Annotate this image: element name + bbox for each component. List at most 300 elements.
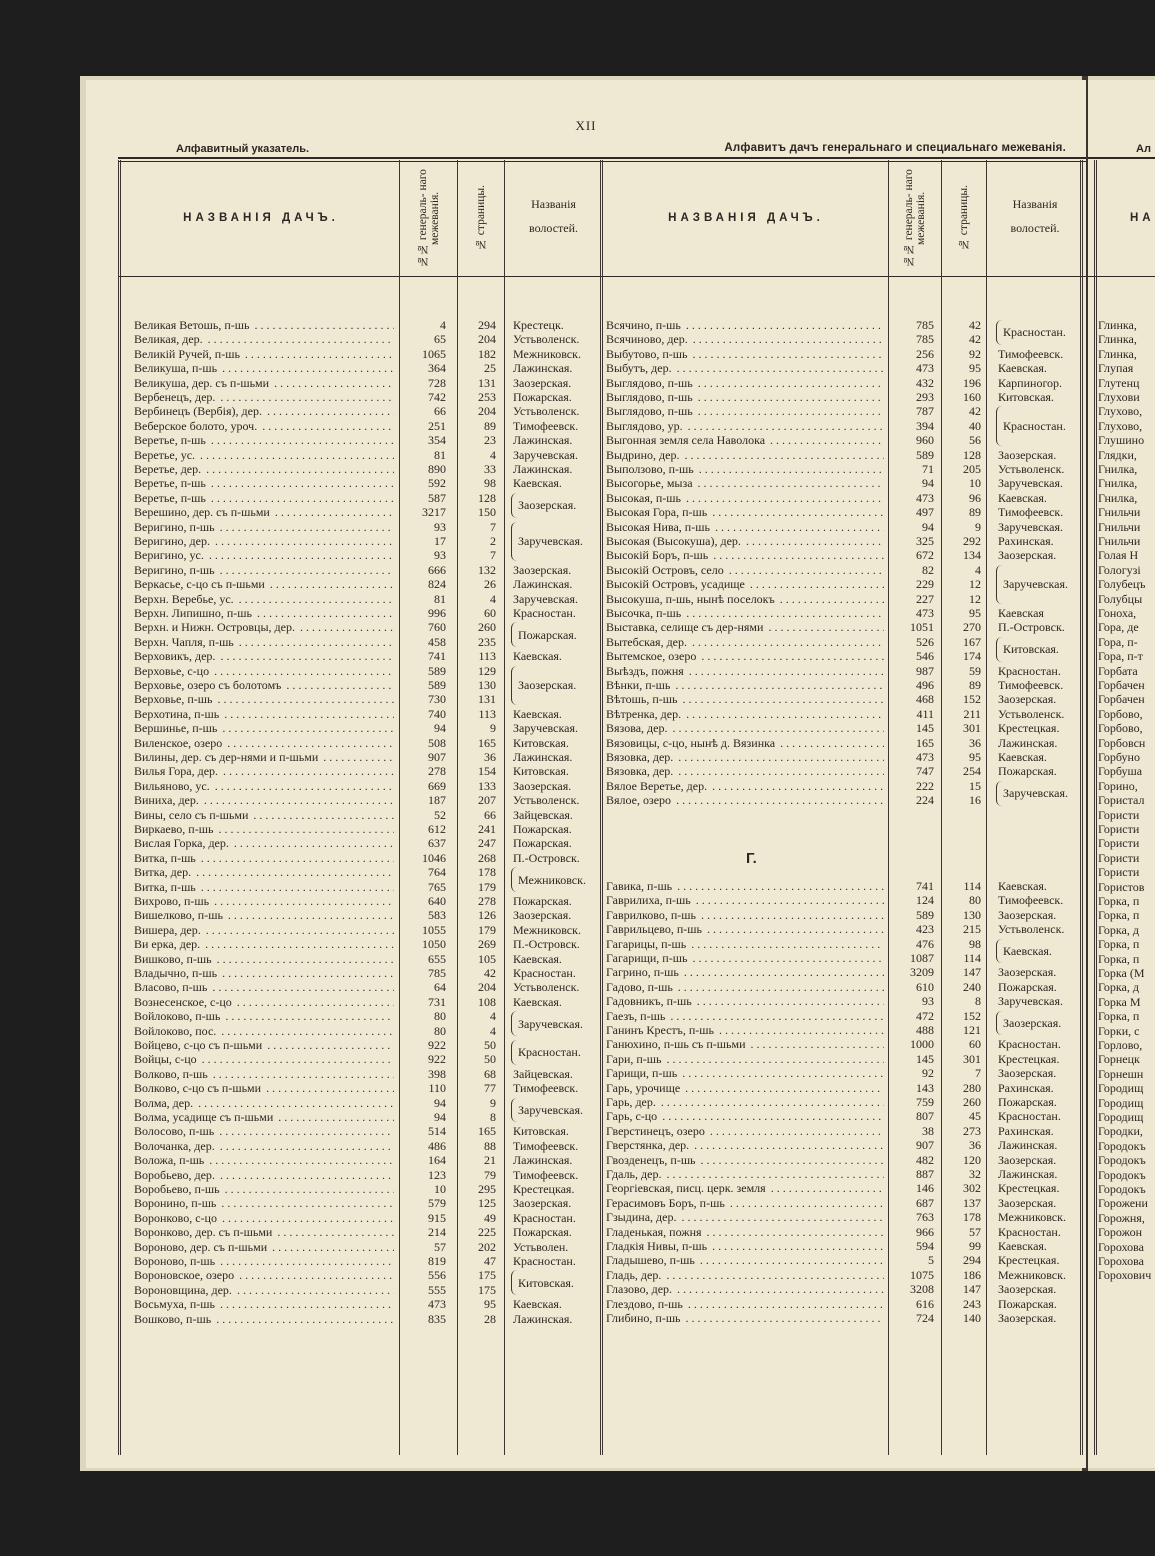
index-entry <box>86 1009 1086 1023</box>
entry-volost: Лажинская. <box>513 577 573 592</box>
next-page-entry: Гнилка, <box>1098 462 1138 476</box>
entry-page-number: 131 <box>478 692 496 707</box>
entry-volost: Красностан. <box>998 663 1061 678</box>
next-page-entry: Горка, п <box>1098 937 1140 952</box>
entry-name <box>606 1052 884 1066</box>
next-page-entry: Гористи <box>1098 850 1140 865</box>
entry-volost: Лажинская. <box>513 361 573 376</box>
entry-name-text: Веригино, п-шь <box>134 519 215 534</box>
entry-survey-number: 473 <box>916 606 934 620</box>
next-page-entry: Горбуно <box>1098 750 1140 764</box>
next-page-entry: Горожня, <box>1098 1210 1145 1225</box>
index-entry <box>86 664 1086 678</box>
entry-volost: П.-Островск. <box>998 620 1065 635</box>
entry-name-text: Воронино, п-шь <box>134 1196 217 1211</box>
entry-name-text: Выбутъ, дер. <box>606 361 672 376</box>
entry-survey-number: 724 <box>916 1311 934 1325</box>
entry-volost: Заозерская. <box>998 907 1057 922</box>
entry-survey-number: 325 <box>916 534 934 548</box>
entry-volost: Пожарская. <box>998 764 1057 779</box>
entry-name <box>606 592 884 606</box>
volost-brace <box>996 320 1002 345</box>
entry-page-number: 9 <box>490 721 496 736</box>
entry-name-text: Воронково, дер. съ п-шьми <box>134 1225 273 1240</box>
entry-name-text: Высокій Островъ, усадище <box>606 577 745 592</box>
entry-page-number: 243 <box>963 1296 981 1311</box>
entry-name <box>606 664 884 678</box>
entry-name-text: Верховье, п-шь <box>134 692 213 707</box>
brace-volost-label: Заручевская. <box>518 1103 583 1117</box>
entry-name <box>606 534 884 548</box>
entry-survey-number: 1051 <box>910 620 934 635</box>
entry-name-text: Войлоково, пос. <box>134 1023 217 1038</box>
entry-page-number: 215 <box>963 922 981 937</box>
entry-volost: Каевская. <box>513 706 562 721</box>
entry-volost: Красностан. <box>998 1109 1061 1124</box>
entry-survey-number: 38 <box>922 1123 934 1138</box>
entry-page-number: 42 <box>484 966 496 980</box>
next-page-entry: Гора, п- <box>1098 634 1138 649</box>
next-page-entry: Горка, п <box>1098 894 1140 908</box>
entry-name-text: Волосово, п-шь <box>134 1124 215 1139</box>
entry-name-text: Высокуша, п-шь, нынѣ поселокъ <box>606 591 775 606</box>
entry-page-number: 4 <box>490 1009 496 1024</box>
entry-volost: Пожарская. <box>513 822 572 836</box>
entry-survey-number: 473 <box>916 361 934 376</box>
entry-survey-number: 764 <box>428 865 446 880</box>
entry-name-text: Выгонная земля села Наволока <box>606 433 766 448</box>
index-entry <box>86 750 1086 764</box>
entry-volost: Заозерская. <box>998 1066 1057 1081</box>
entry-page-number: 292 <box>963 534 981 548</box>
entry-name <box>606 750 884 764</box>
entry-name-text: Высокая Нива, п-шь <box>606 519 710 534</box>
entry-page-number: 182 <box>478 346 496 361</box>
next-page-entry: Гористи <box>1098 822 1140 836</box>
entry-name-text: Гавика, п-шь <box>606 879 673 893</box>
entry-name <box>606 1066 884 1080</box>
entry-survey-number: 787 <box>916 404 934 419</box>
next-page-entry: Глухово, <box>1098 404 1143 419</box>
index-entry <box>86 1311 1086 1325</box>
entry-page-number: 294 <box>963 1253 981 1268</box>
next-page-entry: Глутенц <box>1098 375 1140 390</box>
index-entry <box>86 1239 1086 1253</box>
next-page-entry: Голубцы <box>1098 591 1143 606</box>
entry-page-number: 154 <box>478 764 496 779</box>
entry-name-text: Волма, усадище съ п-шьми <box>134 1110 274 1124</box>
entry-page-number: 96 <box>969 490 981 505</box>
entry-name-text: Всячиново, дер. <box>606 332 688 347</box>
index-entry <box>86 520 1086 534</box>
entry-survey-number: 17 <box>434 534 446 548</box>
next-page-entry: Гористал <box>1098 793 1145 808</box>
index-entry <box>86 1225 1086 1239</box>
entry-name-text: Веригино, п-шь <box>134 562 215 577</box>
entry-volost: Пожарская. <box>998 979 1057 994</box>
entry-page-number: 133 <box>478 778 496 793</box>
entry-page-number: 7 <box>975 1066 981 1081</box>
entry-survey-number: 224 <box>916 793 934 808</box>
entry-name <box>134 865 394 879</box>
entry-volost: Тимофеевск. <box>513 1167 579 1182</box>
next-page-entry: Гора, де <box>1098 620 1139 635</box>
entry-survey-number: 93 <box>922 994 934 1009</box>
entry-survey-number: 81 <box>434 591 446 606</box>
index-entry <box>86 649 1086 663</box>
entry-survey-number: 1050 <box>422 937 446 952</box>
entry-page-number: 205 <box>963 462 981 476</box>
entry-page-number: 179 <box>478 879 496 894</box>
next-page-entry: Горка, п <box>1098 951 1140 966</box>
next-page-entry: Гнильчи <box>1098 519 1141 534</box>
index-entry <box>86 448 1086 462</box>
entry-survey-number: 354 <box>428 433 446 448</box>
entry-name-text: Волково, п-шь <box>134 1066 208 1081</box>
entry-page-number: 8 <box>975 994 981 1009</box>
entry-page-number: 12 <box>969 591 981 606</box>
entry-name-text: Гарь, дер. <box>606 1095 656 1109</box>
entry-volost: Тимофеевск. <box>513 1081 579 1096</box>
entry-volost: Тимофеевск. <box>513 1138 579 1153</box>
volost-brace <box>996 565 1002 604</box>
entry-page-number: 268 <box>478 850 496 865</box>
entry-name <box>606 1225 884 1239</box>
entry-name-text: Веретье, п-шь <box>134 433 206 448</box>
entry-name <box>606 908 884 922</box>
entry-page-number: 98 <box>484 476 496 491</box>
entry-volost: Пожарская. <box>998 1296 1057 1311</box>
entry-volost: Рахинская. <box>998 1123 1054 1138</box>
entry-volost: Заозерская. <box>513 908 572 923</box>
entry-survey-number: 486 <box>428 1138 446 1153</box>
entry-page-number: 7 <box>490 519 496 534</box>
entry-survey-number: 80 <box>434 1009 446 1024</box>
entry-name-text: Веригино, ус. <box>134 548 204 563</box>
index-entry <box>86 1138 1086 1152</box>
entry-name <box>606 1297 884 1311</box>
entry-name-text: Верхотина, п-шь <box>134 706 220 721</box>
entry-name-text: Войлоково, п-шь <box>134 1009 221 1024</box>
page-number: XII <box>575 118 597 133</box>
entry-volost: Красностан. <box>513 1254 576 1268</box>
entry-page-number: 132 <box>478 562 496 577</box>
entry-survey-number: 612 <box>428 822 446 836</box>
entry-survey-number: 488 <box>916 1023 934 1037</box>
entry-survey-number: 907 <box>428 750 446 764</box>
entry-name-text: Ганинъ Крестъ, п-шь <box>606 1023 714 1037</box>
entry-name <box>606 462 884 476</box>
volost-brace <box>996 637 1002 662</box>
index-entry <box>86 893 1086 907</box>
index-entry <box>86 361 1086 375</box>
entry-survey-number: 592 <box>428 476 446 491</box>
brace-volost-label: Пожарская. <box>518 627 577 642</box>
entry-name-text: Гадовникъ, п-шь <box>606 994 692 1009</box>
entry-name-text: Гарь, с-цо <box>606 1109 658 1124</box>
entry-page-number: 179 <box>478 922 496 937</box>
entry-name-text: Выглядово, п-шь <box>606 404 693 419</box>
next-page-entry: Глупая <box>1098 361 1134 376</box>
index-entry <box>86 1095 1086 1109</box>
entry-page-number: 134 <box>963 548 981 563</box>
index-entry <box>86 491 1086 505</box>
index-entry <box>86 764 1086 778</box>
entry-volost: Каевская. <box>998 879 1047 893</box>
entry-volost: Заручевская. <box>998 994 1063 1009</box>
entry-name <box>134 808 394 822</box>
entry-volost: Заручевская. <box>998 476 1063 491</box>
entry-name-text: Войцево, с-цо съ п-шьми <box>134 1038 263 1052</box>
entry-name <box>606 692 884 706</box>
entry-page-number: 147 <box>963 965 981 980</box>
entry-survey-number: 915 <box>428 1210 446 1225</box>
entry-page-number: 56 <box>969 433 981 448</box>
entry-volost: Заозерская. <box>998 965 1057 980</box>
next-page-entry: Гористи <box>1098 865 1140 880</box>
entry-name-text: Вѣтренка, дер. <box>606 706 682 721</box>
entry-survey-number: 80 <box>434 1023 446 1038</box>
entry-volost: Китовская. <box>513 1124 569 1139</box>
entry-survey-number: 394 <box>916 418 934 433</box>
entry-survey-number: 922 <box>428 1038 446 1052</box>
entry-page-number: 131 <box>478 375 496 390</box>
index-entry <box>86 1253 1086 1267</box>
entry-name-text: Волма, дер. <box>134 1095 194 1110</box>
next-page-entry: Голая Н <box>1098 548 1139 563</box>
entry-name-text: Вишера, дер. <box>134 922 201 937</box>
brace-volost-label: Китовская. <box>1003 642 1059 657</box>
index-entry <box>86 318 1086 332</box>
entry-name-text: Великая, дер. <box>134 332 203 347</box>
entry-survey-number: 765 <box>428 879 446 894</box>
entry-volost: Тимофеевск. <box>998 346 1064 361</box>
entry-survey-number: 672 <box>916 548 934 563</box>
entry-survey-number: 411 <box>916 706 934 721</box>
entry-name-text: Веригино, дер. <box>134 534 210 548</box>
entry-page-number: 89 <box>969 678 981 692</box>
entry-name-text: Высокая (Высокуша), дер. <box>606 534 741 548</box>
entry-page-number: 137 <box>963 1195 981 1210</box>
entry-survey-number: 93 <box>434 519 446 534</box>
entry-survey-number: 473 <box>916 750 934 764</box>
entry-survey-number: 94 <box>434 721 446 736</box>
entry-survey-number: 473 <box>428 1297 446 1312</box>
entry-name-text: Вытемское, озеро <box>606 649 697 664</box>
index-entry <box>86 908 1086 922</box>
next-page-entry: Горино, <box>1098 778 1138 793</box>
entry-name-text: Великуша, дер. съ п-шьми <box>134 375 270 390</box>
entry-name-text: Вѣнки, п-шь <box>606 678 671 692</box>
entry-volost: Каевская. <box>998 361 1047 376</box>
index-entry <box>86 736 1086 750</box>
entry-name <box>606 937 884 951</box>
entry-page-number: 280 <box>963 1080 981 1095</box>
entry-name-text: Гаврильцево, п-шь <box>606 922 702 937</box>
entry-volost: П.-Островск. <box>513 937 580 952</box>
entry-volost: Красностан. <box>998 1224 1061 1239</box>
entry-name-text: Вороново, дер. съ п-шьми <box>134 1239 268 1254</box>
volost-brace <box>996 1011 1002 1036</box>
entry-name <box>606 1153 884 1167</box>
entry-page-number: 175 <box>478 1282 496 1297</box>
next-page-entry: Городки, <box>1098 1124 1143 1139</box>
entry-survey-number: 742 <box>428 390 446 404</box>
entry-name-text: Высокій Островъ, село <box>606 562 724 577</box>
entry-page-number: 92 <box>969 346 981 361</box>
entry-name-text: Вязовка, дер. <box>606 764 674 779</box>
entry-survey-number: 3209 <box>910 965 934 980</box>
brace-volost-label: Каевская. <box>1003 944 1052 958</box>
entry-name-text: Гарь, урочище <box>606 1080 681 1095</box>
brace-volost-label: Заозерская. <box>518 678 577 693</box>
entry-page-number: 108 <box>478 994 496 1009</box>
entry-name-text: Виниха, дер. <box>134 793 199 808</box>
entry-survey-number: 759 <box>916 1095 934 1109</box>
entry-name-text: Гагрино, п-шь <box>606 965 679 980</box>
entry-page-number: 167 <box>963 634 981 649</box>
next-page-entry: Горнешн <box>1098 1066 1144 1081</box>
index-entry <box>86 951 1086 965</box>
entry-name <box>606 1196 884 1210</box>
entry-name-text: Вильяново, ус. <box>134 778 210 793</box>
entry-volost: Заручевская. <box>998 519 1063 534</box>
index-entry <box>86 606 1086 620</box>
entry-survey-number: 579 <box>428 1196 446 1211</box>
index-entry <box>86 692 1086 706</box>
header-name-right: НАЗВАНІЯ ДАЧЪ. <box>668 212 824 224</box>
index-entry <box>86 592 1086 606</box>
next-page-entry: Горка, п <box>1098 908 1140 923</box>
entry-volost: Карпиногор. <box>998 375 1063 390</box>
entry-survey-number: 222 <box>916 778 934 793</box>
next-page-entry: Гористи <box>1098 836 1140 851</box>
index-entry <box>86 1297 1086 1311</box>
entry-page-number: 114 <box>963 951 981 965</box>
next-page-entry: Горбата <box>1098 663 1138 678</box>
entry-page-number: 95 <box>969 606 981 620</box>
entry-survey-number: 785 <box>916 318 934 332</box>
entry-name-text: Верхн. Чапля, п-шь <box>134 634 234 649</box>
entry-name <box>606 548 884 562</box>
entry-name-text: Выползово, п-шь <box>606 462 694 476</box>
section-letter: Г. <box>746 850 757 867</box>
entry-name-text: Вишелково, п-шь <box>134 908 223 923</box>
index-entry <box>86 678 1086 692</box>
next-page-entry: Гнильчи <box>1098 534 1141 548</box>
entry-name <box>134 851 394 865</box>
index-page <box>86 80 1086 1468</box>
entry-name-text: Великуша, п-шь <box>134 361 218 376</box>
header-page-left: № страницы. <box>475 185 487 251</box>
entry-name-text: Выѣздъ, пожня <box>606 663 684 678</box>
entry-page-number: 60 <box>484 606 496 620</box>
entry-survey-number: 65 <box>434 332 446 347</box>
entry-volost: Межниковск. <box>998 1267 1066 1282</box>
entry-name-text: Гагарищи, п-шь <box>606 951 688 965</box>
entry-survey-number: 1046 <box>422 850 446 865</box>
entry-page-number: 152 <box>963 692 981 707</box>
entry-survey-number: 496 <box>916 678 934 692</box>
next-page-entry: Горохович <box>1098 1268 1152 1283</box>
next-page-entry: Гора, п-т <box>1098 649 1143 664</box>
brace-volost-label: Красностан. <box>518 1045 581 1060</box>
next-page-entry: Глухово, <box>1098 418 1143 433</box>
entry-page-number: 178 <box>963 1210 981 1225</box>
entry-survey-number: 71 <box>922 462 934 476</box>
entry-survey-number: 92 <box>922 1066 934 1081</box>
entry-page-number: 186 <box>963 1267 981 1282</box>
entry-page-number: 89 <box>969 505 981 520</box>
entry-name-text: Гверстянка, дер. <box>606 1138 690 1153</box>
entry-survey-number: 907 <box>916 1138 934 1153</box>
entry-name-text: Вороновщина, дер. <box>134 1282 232 1297</box>
entry-volost: Лажинская. <box>513 433 573 448</box>
entry-page-number: 7 <box>490 548 496 563</box>
entry-name <box>606 419 884 433</box>
entry-page-number: 60 <box>969 1037 981 1052</box>
entry-volost: Крестецкая. <box>513 1182 575 1196</box>
entry-survey-number: 987 <box>916 663 934 678</box>
entry-survey-number: 123 <box>428 1167 446 1182</box>
entry-name-text: Герасимовъ Боръ, п-шь <box>606 1195 725 1210</box>
entry-page-number: 114 <box>963 879 981 893</box>
entry-name-text: Верешино, дер. съ п-шьми <box>134 505 270 520</box>
entry-volost: Заозерская. <box>998 1152 1057 1167</box>
next-page-entry: Горбачен <box>1098 678 1145 692</box>
entry-survey-number: 432 <box>916 375 934 390</box>
running-head-left: Алфавитный указатель. <box>176 143 310 155</box>
entry-name-text: Глибино, п-шь <box>606 1311 681 1325</box>
entry-name-text: Верхн. Липишно, п-шь <box>134 606 252 620</box>
entry-volost: Каевская. <box>998 1239 1047 1253</box>
entry-page-number: 28 <box>484 1311 496 1326</box>
entry-page-number: 95 <box>969 750 981 764</box>
entry-name-text: Вихрово, п-шь <box>134 894 210 908</box>
next-page-entry: Глухови <box>1098 390 1140 404</box>
entry-page-number: 178 <box>478 865 496 880</box>
index-entry <box>86 822 1086 836</box>
entry-name <box>606 390 884 404</box>
header-page-right: № страницы. <box>958 185 970 251</box>
next-column-rule <box>1094 160 1097 1455</box>
entry-name <box>606 721 884 735</box>
entry-volost: Крестецкая. <box>998 1253 1060 1268</box>
index-entry <box>86 347 1086 361</box>
entry-page-number: 80 <box>969 893 981 908</box>
entry-volost: Крестецк. <box>513 318 564 332</box>
index-entry <box>86 1081 1086 1095</box>
entry-page-number: 49 <box>484 1210 496 1225</box>
index-entry <box>86 563 1086 577</box>
entry-page-number: 33 <box>484 462 496 476</box>
entry-name-text: Высокій Боръ, п-шь <box>606 548 709 563</box>
entry-name <box>606 1023 884 1037</box>
index-entry <box>86 994 1086 1008</box>
index-entry <box>86 548 1086 562</box>
volost-brace <box>996 939 1002 964</box>
entry-name-text: Выставка, селище съ дер-нями <box>606 620 764 635</box>
entry-volost: Пожарская. <box>513 836 572 851</box>
entry-name-text: Виркаево, п-шь <box>134 822 214 836</box>
index-entry <box>86 1124 1086 1138</box>
entry-name <box>606 1009 884 1023</box>
entry-page-number: 42 <box>969 318 981 332</box>
entry-survey-number: 587 <box>428 490 446 505</box>
entry-page-number: 207 <box>478 793 496 808</box>
entry-name-text: Глездово, п-шь <box>606 1296 683 1311</box>
entry-page-number: 98 <box>969 936 981 951</box>
